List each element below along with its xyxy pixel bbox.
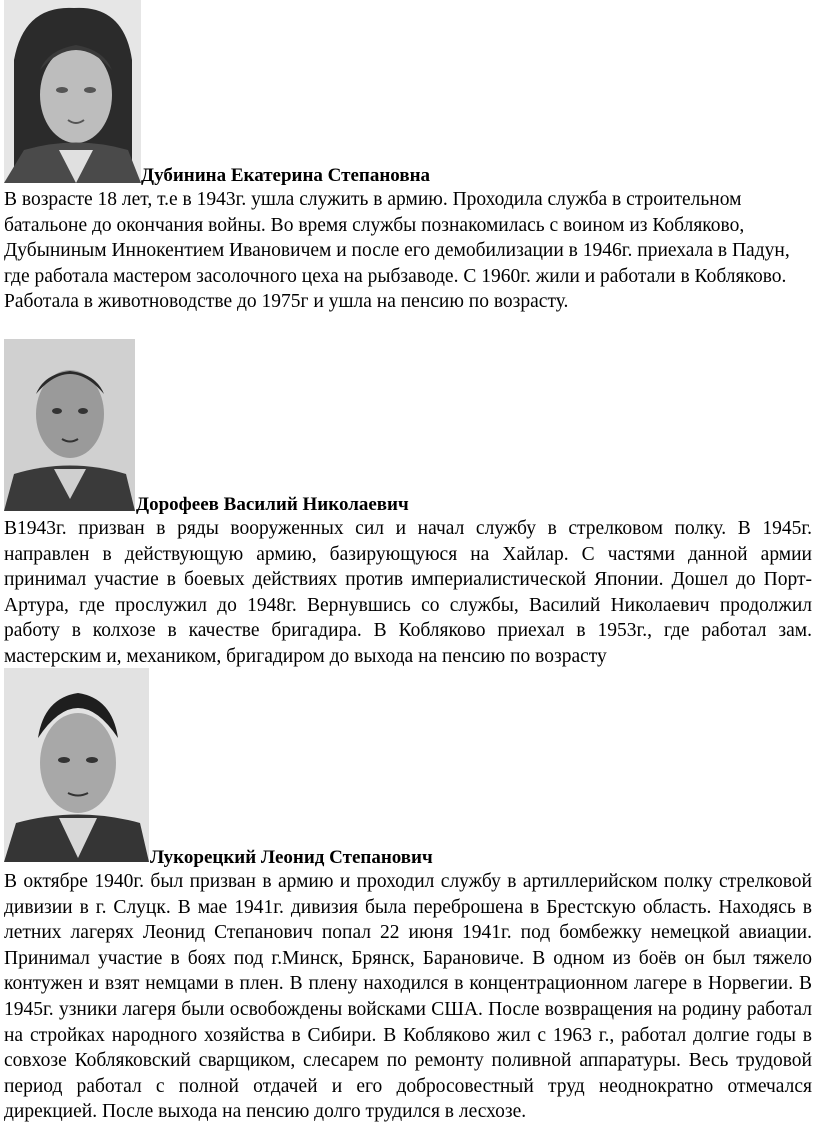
biography-paragraph: В октябре 1940г. был призван в армию и проходил службу в артиллерийском полку стрелковой дивизии в г. Слуцк. В мае 1941г. дивизия была переброшена в Брестскую область. Находясь в летних лагерях Леонид Степанович попал 22 июня 1941г. под бомбежку немецкой авиации. Принимал участие в боях под г.Минск, Брянск, Барановиче. В одном из боёв он был тяжело контужен и взят немцами в плен. В плену находился в концентрационном лагере в Норвегии. В 1945г. узники лагеря были освобождены войсками США. После возвращения на родину работал на стройках народного хозяйства в Сибири. В Кобляково жил с 1963 г., работал долгие годы в совхозе Кобляковский сварщиком, слесарем по ремонту поливной аппаратуры. Весь трудовой период работал с полной отдачей и его добросовестный труд неоднократно отмечался дирекцией. После выхода на пенсию долго трудился в лесхозе. [4,871,812,1123]
portrait-photo-man [4,668,149,862]
biography-paragraph: В возрасте 18 лет, т.е в 1943г. ушла служить в армию. Проходила служба в строительном батальоне до окончания войны. Во время службы познакомилась с воином из Кобляково, Дубыниным Иннокентием Ивановичем и после его демобилизации в 1946г. приехала в Падун, где работала мастером засолочного цеха на рыбзаводе. С 1960г. жили и работали в Кобляково. Работала в животноводстве до 1975г и ушла на пенсию по возрасту. [4,189,790,313]
biography-paragraph: В1943г. призван в ряды вооруженных сил и начал службу в стрелковом полку. В 1945г. направлен в действующую армию, базирующуюся на Хайлар. С частями данной армии принимал участие в боевых действиях против империалистической Японии. Дошел до Порт-Артура, где прослужил до 1948г. Вернувшись со службы, Василий Николаевич продолжил работу в колхозе в качестве бригадира. В Кобляково приехал в 1953г., где работал зам. мастерским и, механиком, бригадиром до выхода на пенсию по возрасту [4,518,812,667]
biography-text [4,516,812,670]
biography-text [4,869,812,1125]
portrait-photo-man [4,339,135,511]
person-name: Лукорецкий Леонид Степанович [150,847,433,868]
portrait-photo-woman [4,0,141,183]
person-name: Дорофеев Василий Николаевич [136,494,409,515]
biography-text [4,187,812,315]
person-name: Дубинина Екатерина Степановна [141,165,431,186]
